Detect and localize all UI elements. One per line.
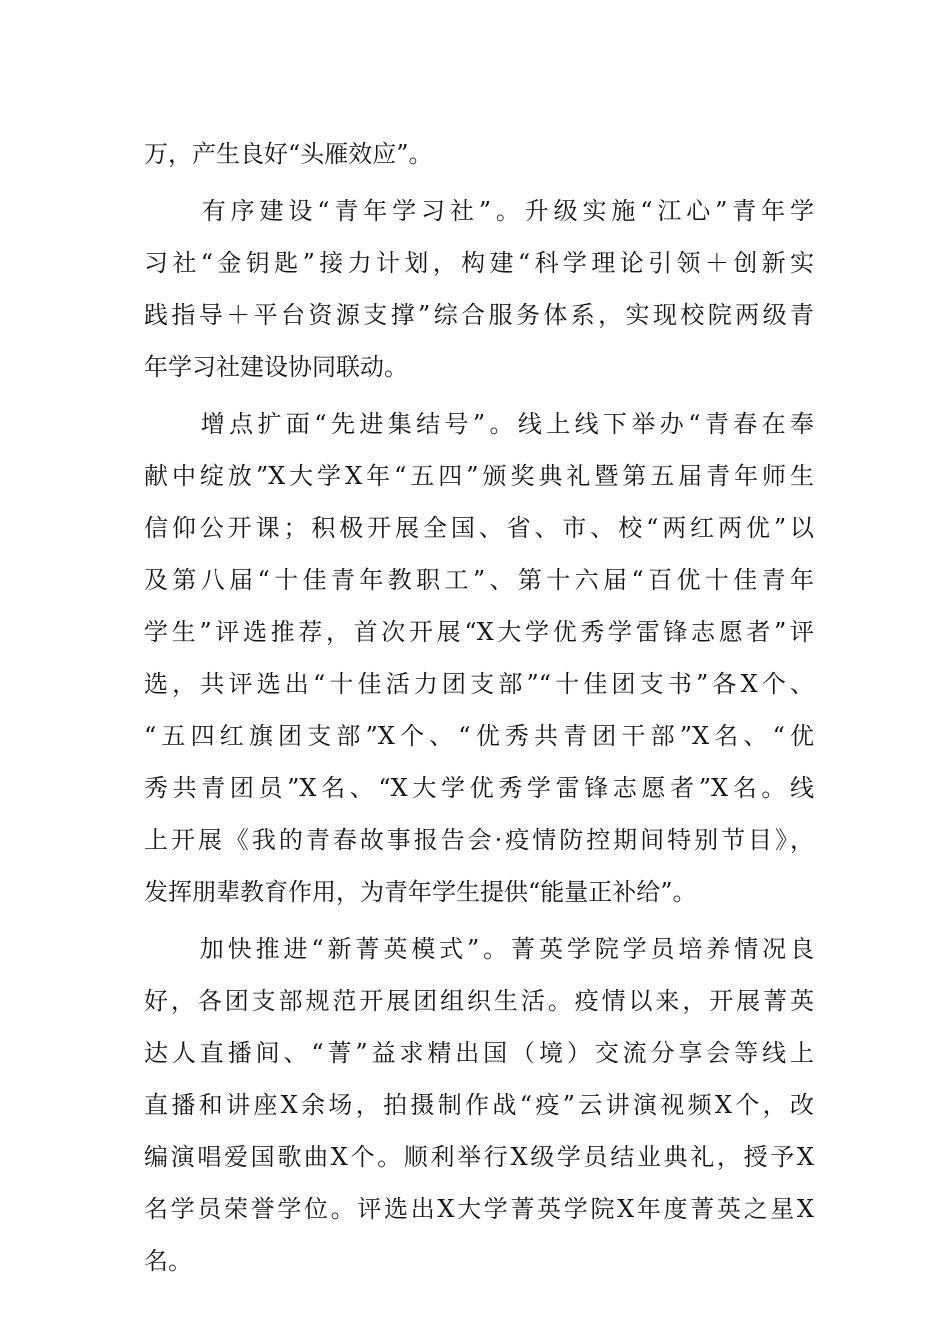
text-line: 名学员荣誉学位。评选出X大学菁英学院X年度菁英之星X: [144, 1195, 814, 1223]
text-line: 编演唱爱国歌曲X个。顺利举行X级学员结业典礼，授予X: [144, 1143, 814, 1171]
text-line: 达人直播间、“菁”益求精出国（境）交流分享会等线上: [144, 1039, 814, 1067]
text-line: 发挥朋辈教育作用，为青年学生提供“能量正补给”。: [144, 878, 697, 906]
text-line: 献中绽放”X大学X年“五四”颁奖典礼暨第五届青年师生: [144, 462, 814, 490]
text-line: 信仰公开课；积极开展全国、省、市、校“两红两优”以: [144, 514, 814, 542]
text-line: 选，共评选出“十佳活力团支部”“十佳团支书”各X个、: [144, 670, 814, 698]
text-line: 万，产生良好“头雁效应”。: [144, 140, 433, 168]
paragraph-advanced-assembly: [144, 398, 814, 918]
paragraph-elite-model: [144, 923, 814, 1287]
text-line: 名。: [144, 1247, 192, 1275]
text-line: 有序建设“青年学习社”。升级实施“江心”青年学: [144, 197, 814, 225]
text-line: 直播和讲座X余场，拍摄制作战“疫”云讲演视频X个，改: [144, 1091, 814, 1119]
text-line: 年学习社建设协同联动。: [144, 353, 408, 381]
text-line: “五四红旗团支部”X个、“优秀共青团干部”X名、“优: [144, 722, 814, 750]
text-line: 增点扩面“先进集结号”。线上线下举办“青春在奉: [144, 410, 814, 438]
text-line: 及第八届“十佳青年教职工”、第十六届“百优十佳青年: [144, 566, 814, 594]
paragraph-continuation: [144, 128, 814, 180]
text-line: 践指导＋平台资源支撑”综合服务体系，实现校院两级青: [144, 301, 814, 329]
text-line: 加快推进“新菁英模式”。菁英学院学员培养情况良: [144, 935, 814, 963]
text-line: 习社“金钥匙”接力计划，构建“科学理论引领＋创新实: [144, 249, 814, 277]
text-line: 好，各团支部规范开展团组织生活。疫情以来，开展菁英: [144, 987, 814, 1015]
text-line: 上开展《我的青春故事报告会·疫情防控期间特别节目》，: [144, 826, 814, 854]
text-line: 秀共青团员”X名、“X大学优秀学雷锋志愿者”X名。线: [144, 774, 814, 802]
paragraph-youth-study-society: [144, 185, 814, 393]
text-line: 学生”评选推荐，首次开展“X大学优秀学雷锋志愿者”评: [144, 618, 814, 646]
document-page: [144, 128, 814, 1287]
